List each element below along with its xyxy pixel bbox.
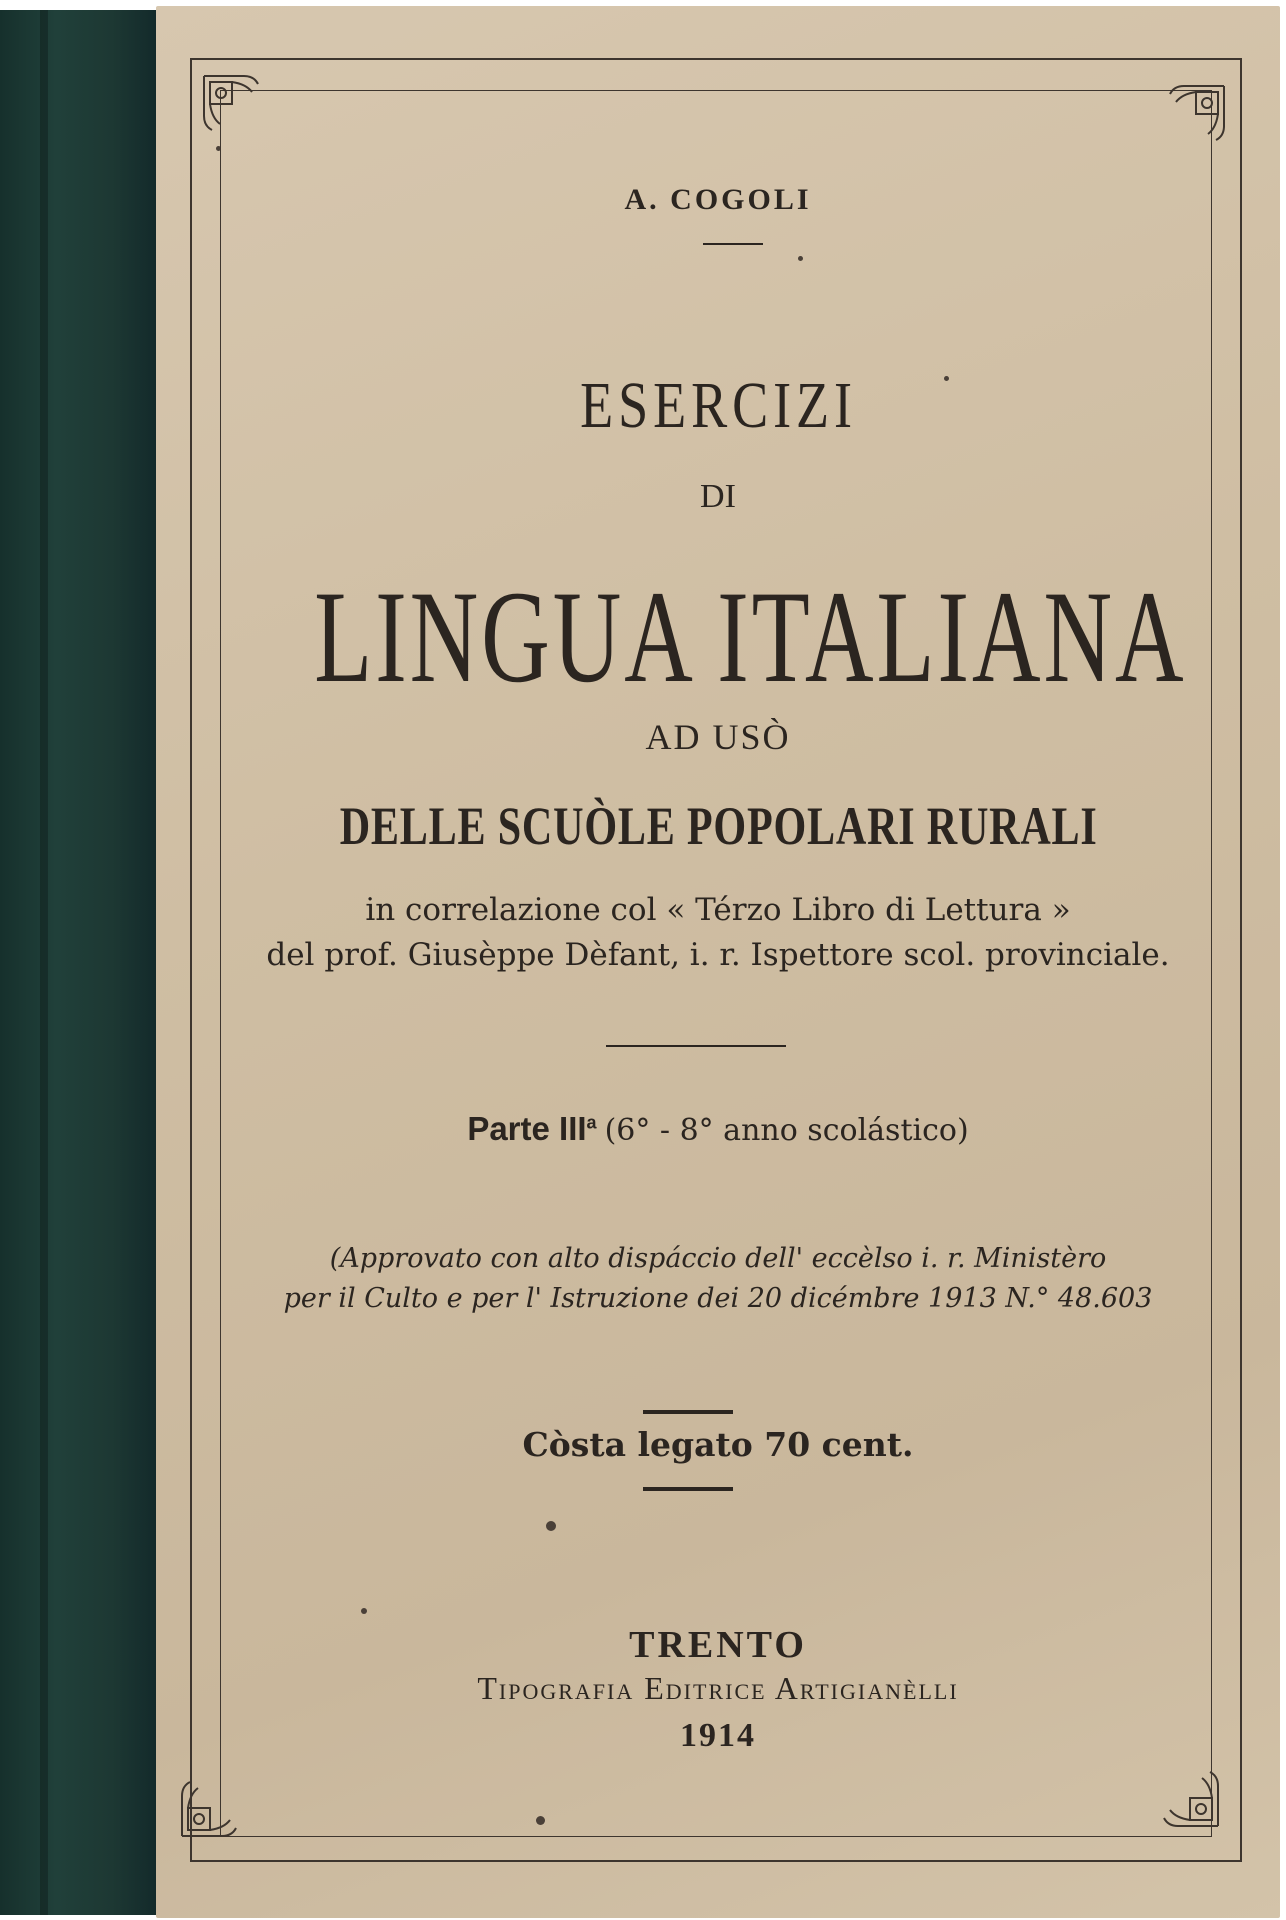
title-esercizi: ESERCIZI (580, 369, 857, 442)
price-text: Còsta legato 70 cent. (522, 1425, 914, 1464)
publication-year: 1914 (680, 1717, 756, 1754)
approval-line-2: per il Culto e per l' Istruzione dei 20 dicémbre 1913 N.° 48.603 (283, 1283, 1153, 1314)
part-superscript: a (586, 1112, 597, 1133)
divider-middle (606, 1045, 786, 1047)
book-spine (0, 10, 160, 1915)
author-name: A. COGOLI (624, 183, 812, 216)
title-di: DI (700, 478, 736, 515)
publisher-city: TRENTO (629, 1624, 807, 1666)
subtitle-ad-uso: AD USÒ (645, 717, 791, 757)
publisher-name: Tipografia Editrice Artigianèlli (477, 1670, 959, 1706)
subtitle-scuole: DELLE SCUÒLE POPOLARI RURALI (339, 796, 1098, 856)
correlation-line-2: del prof. Giusèppe Dèfant, i. r. Ispettore scol. provinciale. (266, 937, 1170, 973)
divider-short (703, 243, 763, 245)
divider-price-top (643, 1410, 733, 1414)
part-label: Parte III (467, 1110, 587, 1147)
part-line (156, 1110, 1280, 1148)
part-years: (6° - 8° anno scolástico) (604, 1113, 969, 1148)
cover-text-block (156, 0, 1280, 1920)
approval-line-1: (Approvato con alto dispáccio dell' eccèlso i. r. Ministèro (329, 1243, 1107, 1274)
divider-price-bottom (643, 1487, 733, 1491)
correlation-line-1: in correlazione col « Térzo Libro di Lettura » (365, 892, 1071, 928)
title-lingua-italiana: LINGUA ITALIANA (314, 563, 1187, 710)
